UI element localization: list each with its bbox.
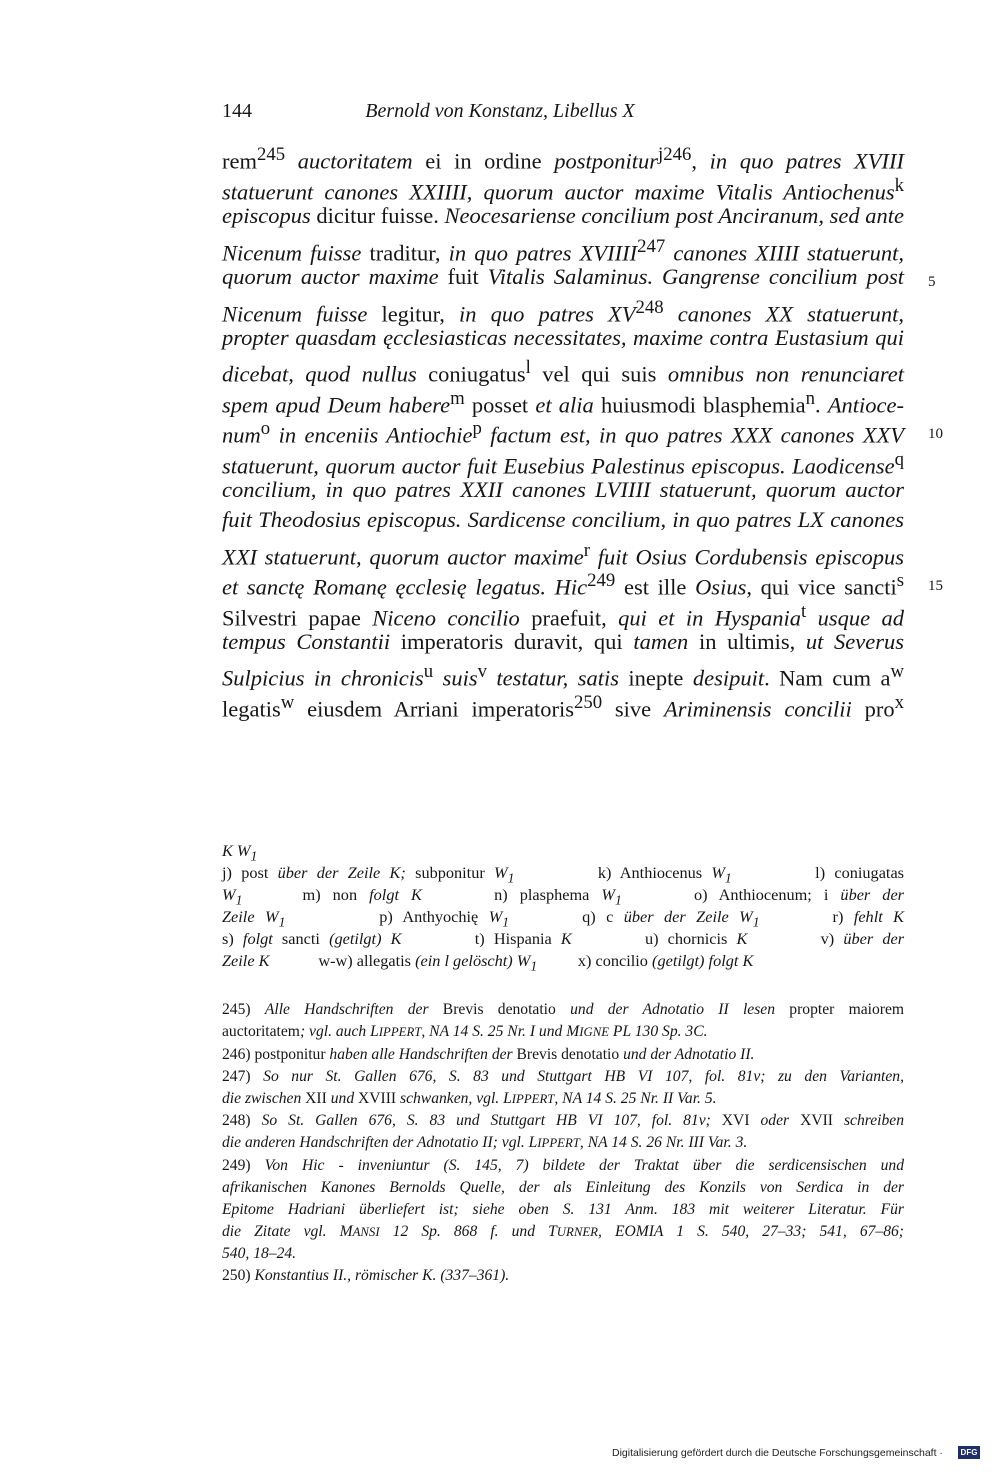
footnote-line: afrikanischen Kanones Bernolds Quelle, der als Einleitung des Konzils von Serdica in der [222, 1179, 904, 1196]
main-line: Nicenum fuisse legitur, in quo patres XV$^{248}$ canones XX statuerunt, [222, 297, 905, 327]
main-line: num$^o$ in enceniis Antiochie$^p$ factum est, in quo patres XXX canones XXV [222, 418, 905, 448]
footnote-line: die zwischen XII und XVIII schwanken, vgl. LIPPERT, NA 14 S. 25 Nr. II Var. 5. [222, 1090, 717, 1107]
footnote-line: auctoritatem; vgl. auch LIPPERT, NA 14 S. 25 Nr. I und MIGNE PL 130 Sp. 3C. [222, 1023, 708, 1040]
main-line: Sulpicius in chronicis$^u$ suis$^v$ testatur, satis inepte desipuit. Nam cum $a^w$ [222, 661, 904, 691]
footnote-line: Epitome Hadriani überliefert ist; siehe oben S. 131 Anm. 183 mit weiterer Literatur. Für [222, 1201, 904, 1218]
apparatus-line: j) post über der Zeile K; subponitur $W_1$ k) Anthiocenus $W_1$ l) coniugatas [222, 863, 905, 886]
apparatus-sigla: K $W_1$ [222, 841, 258, 864]
footnote-line: 248) So St. Gallen 676, S. 83 und Stuttgart HB VI 107, fol. 81v; XVI oder XVII schreiben [222, 1112, 905, 1129]
apparatus-line: s) folgt sancti (getilgt) K t) Hispania K u) chornicis K v) über der [222, 929, 905, 948]
apparatus-line: Zeile K w-w) allegatis (ein l gelöscht) $W_1$ x) concilio (getilgt) folgt K [222, 951, 754, 974]
footnote-line: die anderen Handschriften der Adnotatio II; vgl. LIPPERT, NA 14 S. 26 Nr. III Var. 3. [222, 1134, 748, 1151]
main-line: concilium, in quo patres XXII canones LVIIII statuerunt, quorum auctor [222, 477, 904, 502]
footnote-line: 245) Alle Handschriften der Brevis denotatio und der Adnotatio II lesen propter maiorem [222, 1001, 905, 1018]
main-line: spem apud Deum habere$^m$ posset et alia huiusmodi blasphemia$^n$. Antioce- [222, 388, 905, 418]
main-line: fuit Theodosius episcopus. Sardicense concilium, in quo patres LX canones [222, 507, 904, 532]
main-line: rem$^{245}$ auctoritatem ei in ordine postponitur$^{j246}$, in quo patres XVIII [222, 144, 905, 174]
main-line: legatis$^w$ eiusdem Arriani imperatoris$^{250}$ sive Ariminensis concilii pro$^x$ [222, 692, 904, 722]
main-line: Nicenum fuisse traditur, in quo patres XVIIII$^{247}$ canones XIIII statuerunt, [222, 236, 905, 266]
footnote-line: 540, 18–24. [222, 1245, 297, 1262]
line-number-15: 15 [928, 578, 943, 594]
footnote-line: 250) Konstantius II., römischer K. (337–361). [222, 1267, 510, 1284]
main-line: statuerunt, quorum auctor fuit Eusebius Palestinus episcopus. Laodicense$^q$ [222, 449, 904, 479]
line-number-5: 5 [928, 274, 936, 290]
main-line: dicebat, quod nullus coniugatus$^l$ vel qui suis omnibus non renunciaret [222, 357, 904, 387]
apparatus-line: $W_1$ m) non folgt K n) plasphema $W_1$ o) Anthiocenum; i über der [222, 885, 905, 908]
main-line: propter quasdam ęcclesiasticas necessitates, maxime contra Eustasium qui [222, 325, 904, 350]
footnote-line: 246) postponitur haben alle Handschriften der Brevis denotatio und der Adnotatio II. [222, 1046, 755, 1063]
footnote-line: 249) Von Hic - inveniuntur (S. 145, 7) bildete der Traktat über die serdicensischen und [222, 1157, 905, 1174]
page-number: 144 [222, 100, 252, 122]
dfg-logo [958, 1446, 980, 1459]
main-line: episcopus dicitur fuisse. Neocesariense concilium post Anciranum, sed ante [222, 203, 904, 228]
main-line: Silvestri papae Niceno concilio praefuit, qui et in Hyspania$^t$ usque ad [222, 601, 905, 631]
running-head: Bernold von Konstanz, Libellus X [365, 100, 635, 122]
main-line: tempus Constantii imperatoris duravit, qui tamen in ultimis, ut Severus [222, 629, 905, 654]
footnote-line: 247) So nur St. Gallen 676, S. 83 und Stuttgart HB VI 107, fol. 81v; zu den Varianten, [222, 1068, 905, 1085]
dfg-logo-text: DFG [960, 1448, 978, 1457]
main-line: statuerunt canones XXIIII, quorum auctor maxime Vitalis Antiochenus$^k$ [222, 175, 904, 205]
main-line: et sanctę Romanę ęcclesię legatus. Hic$^{249}$ est ille Osius, qui vice sancti$^s$ [222, 570, 904, 600]
footnote-line: die Zitate vgl. MANSI 12 Sp. 868 f. und TURNER, EOMIA 1 S. 540, 27–33; 541, 67–86; [222, 1223, 904, 1240]
main-line: XXI statuerunt, quorum auctor maxime$^r$ fuit Osius Cordubensis episcopus [222, 540, 904, 570]
digitization-credit: Digitalisierung gefördert durch die Deutsche Forschungsgemeinschaft · [612, 1447, 943, 1459]
apparatus-line: Zeile $W_1$ p) Anthyochię $W_1$ q) c über der Zeile $W_1$ r) fehlt K [222, 907, 905, 930]
main-line: quorum auctor maxime fuit Vitalis Salaminus. Gangrense concilium post [222, 264, 904, 289]
line-number-10: 10 [928, 426, 943, 442]
